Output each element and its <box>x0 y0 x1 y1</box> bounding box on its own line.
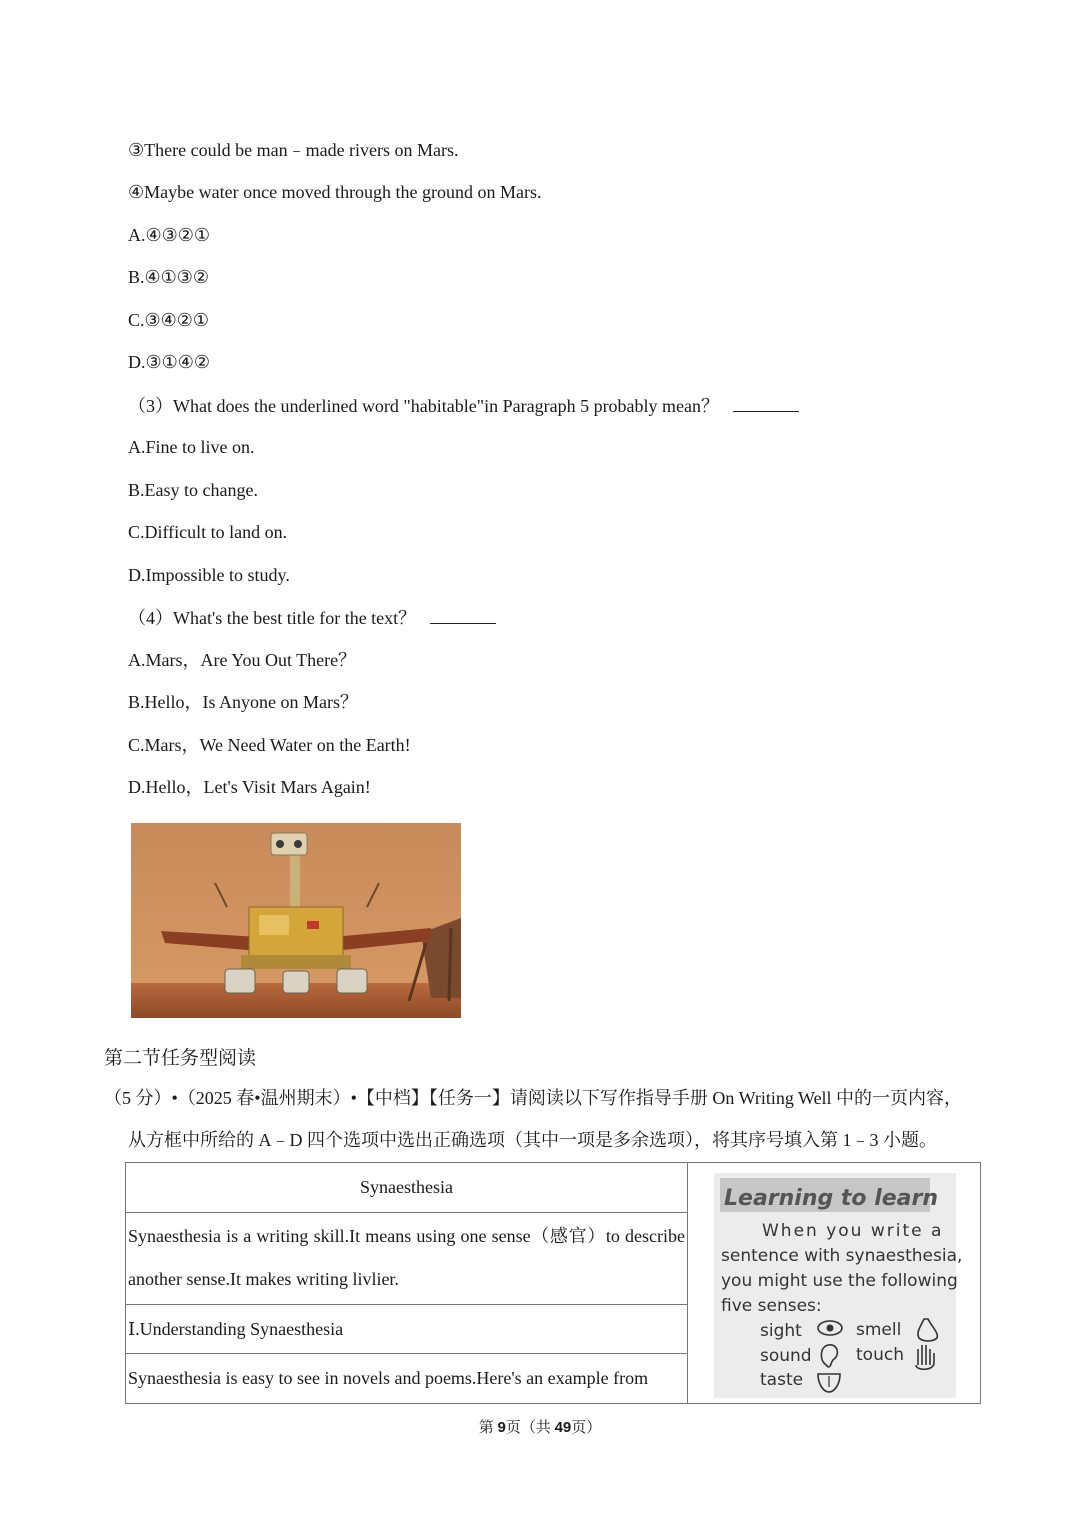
question-5-instruction: （5 分）•（2025 春•温州期末）•【中档】【任务一】请阅读以下写作指导手册 On Writing Well 中的一页内容， <box>104 1088 963 1108</box>
option-statement-4: ④Maybe water once moved through the ground on Mars. <box>128 182 542 202</box>
q4-option-a: A.Mars，Are You Out There？ <box>128 650 357 670</box>
q4-option-d: D.Hello，Let's Visit Mars Again! <box>128 777 371 797</box>
sidebar-line-4: five senses: <box>721 1296 822 1316</box>
question-4-text: （4）What's the best title for the text？ <box>128 608 417 628</box>
sense-sight: sight <box>760 1321 802 1341</box>
answer-blank <box>733 393 799 412</box>
synaesthesia-table <box>125 1162 981 1404</box>
table-heading: Synaesthesia <box>126 1163 688 1213</box>
page-footer <box>0 1416 1080 1437</box>
choice-c: C.③④②① <box>128 310 210 330</box>
example-intro-cell: Synaesthesia is easy to see in novels and poems.Here's an example from <box>126 1354 688 1404</box>
mars-rover-photo <box>131 823 461 1018</box>
footer-prefix: 第 <box>478 1420 498 1436</box>
sidebar-line-2: sentence with synaesthesia, <box>721 1246 963 1266</box>
q4-option-b: B.Hello，Is Anyone on Mars？ <box>128 692 358 712</box>
choice-d: D.③①④② <box>128 352 211 372</box>
footer-suffix: 页） <box>571 1420 602 1436</box>
choice-b: B.④①③② <box>128 267 210 287</box>
sense-taste: taste <box>760 1370 804 1390</box>
question-4-stem <box>128 605 496 630</box>
section-title: 第二节任务型阅读 <box>104 1047 257 1069</box>
sidebar-title: Learning to learn <box>724 1186 939 1211</box>
learning-to-learn-box <box>688 1163 981 1404</box>
question-3-text: （3）What does the underlined word "habitable"in Paragraph 5 probably mean？ <box>128 396 720 416</box>
sense-smell: smell <box>856 1320 902 1340</box>
footer-middle: 页（共 <box>505 1420 555 1436</box>
definition-cell: Synaesthesia is a writing skill.It means using one sense（感官）to describe another sense.It makes writing livlier. <box>126 1212 688 1304</box>
option-statement-3: ③There could be man﹣made rivers on Mars. <box>128 140 459 160</box>
question-5-instruction-cont: 从方框中所给的 A﹣D 四个选项中选出正确选项（其中一项是多余选项），将其序号填入第 1﹣3 小题。 <box>128 1130 937 1150</box>
sidebar-line-1: When you write a <box>762 1221 944 1241</box>
choice-a: A.④③②① <box>128 225 211 245</box>
q4-option-c: C.Mars，We Need Water on the Earth! <box>128 735 411 755</box>
sense-touch: touch <box>856 1345 904 1365</box>
footer-total-pages: 49 <box>554 1419 572 1436</box>
q3-option-b: B.Easy to change. <box>128 480 258 500</box>
footer-page-number: 9 <box>497 1419 506 1436</box>
q3-option-a: A.Fine to live on. <box>128 437 255 457</box>
sense-sound: sound <box>760 1346 812 1366</box>
question-3-stem <box>128 393 799 418</box>
section-1-heading: Ⅰ.Understanding Synaesthesia <box>126 1304 688 1354</box>
sidebar-line-3: you might use the following <box>721 1271 958 1291</box>
q3-option-c: C.Difficult to land on. <box>128 522 288 542</box>
answer-blank <box>430 605 496 624</box>
q3-option-d: D.Impossible to study. <box>128 565 290 585</box>
